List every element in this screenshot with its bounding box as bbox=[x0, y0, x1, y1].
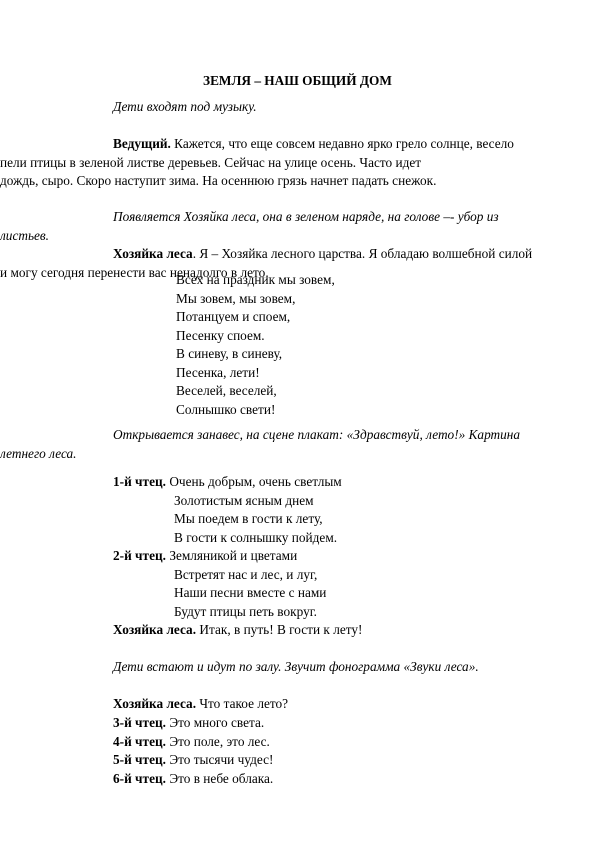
speaker-host: Ведущий. bbox=[113, 136, 171, 151]
host-paragraph bbox=[0, 135, 514, 191]
song-line: Песенку споем. bbox=[176, 327, 265, 343]
mistress-text-line: и могу сегодня перенести вас ненадолго в лето. bbox=[0, 264, 269, 280]
reader1-stanza bbox=[113, 473, 493, 492]
song-line: Солнышко свети! bbox=[176, 401, 276, 417]
dialog-line bbox=[113, 770, 493, 789]
reader1-verse bbox=[174, 492, 337, 548]
mistress-text-line: . Я – Хозяйка лесного царства. Я обладаю волшебной силой bbox=[192, 246, 533, 261]
host-text-line: Кажется, что еще совсем недавно ярко грело солнце, весело bbox=[174, 136, 514, 151]
speaker-reader-6: 6-й чтец. bbox=[113, 770, 166, 786]
remark-line: Открывается занавес, на сцене плакат: «Здравствуй, лето!» Картина bbox=[113, 427, 521, 442]
dialog-text: Это поле, это лес. bbox=[169, 733, 270, 749]
reader1-line: Очень добрым, очень светлым bbox=[169, 474, 342, 489]
dialog-line bbox=[113, 714, 493, 733]
reader1-line: Мы поедем в гости к лету, bbox=[174, 511, 323, 526]
reader2-line: Будут птицы петь вокруг. bbox=[174, 603, 317, 619]
mistress-text: Итак, в путь! В гости к лету! bbox=[199, 622, 363, 637]
remark-line: Дети встают и идут по залу. Звучит фонограмма «Звуки леса». bbox=[113, 659, 479, 674]
speaker-reader-4: 4-й чтец. bbox=[113, 733, 166, 749]
song-line: Потанцуем и споем, bbox=[176, 309, 291, 324]
song-line: Мы зовем, мы зовем, bbox=[176, 290, 296, 306]
remark-line: листьев. bbox=[0, 227, 49, 243]
dialog-line bbox=[113, 751, 493, 770]
song-verse bbox=[176, 271, 335, 419]
song-line: Веселей, веселей, bbox=[176, 383, 277, 398]
dialog-text: Это много света. bbox=[169, 715, 265, 730]
stage-direction-mistress bbox=[0, 208, 499, 245]
dialog-text: Это тысячи чудес! bbox=[169, 752, 274, 767]
speaker-reader-5: 5-й чтец. bbox=[113, 752, 166, 767]
mistress-line-2 bbox=[113, 621, 493, 640]
speaker-reader-3: 3-й чтец. bbox=[113, 715, 166, 730]
song-line: Всех на праздник мы зовем, bbox=[176, 272, 335, 287]
stage-direction-intro bbox=[113, 98, 493, 117]
reader2-verse bbox=[174, 566, 326, 622]
song-line: В синеву, в синеву, bbox=[176, 346, 283, 361]
dialog-block bbox=[113, 695, 493, 788]
reader1-line: Золотистым ясным днем bbox=[174, 492, 314, 508]
speaker-mistress: Хозяйка леса. bbox=[113, 696, 197, 711]
host-text-line: пели птицы в зеленой листве деревьев. Сейчас на улице осень. Часто идет bbox=[0, 154, 422, 170]
speaker-mistress: Хозяйка леса bbox=[113, 246, 193, 261]
intro-line: Дети входят под музыку. bbox=[113, 99, 257, 114]
document-title: ЗЕМЛЯ – НАШ ОБЩИЙ ДОМ bbox=[203, 73, 392, 88]
speaker-reader-2: 2-й чтец. bbox=[113, 548, 166, 563]
remark-line: летнего леса. bbox=[0, 445, 77, 461]
stage-direction-curtain bbox=[0, 426, 521, 463]
reader2-line: Земляникой и цветами bbox=[169, 548, 298, 563]
speaker-mistress: Хозяйка леса. bbox=[113, 622, 197, 637]
reader2-line: Наши песни вместе с нами bbox=[174, 585, 327, 600]
remark-line: Появляется Хозяйка леса, она в зеленом наряде, на голове –- убор из bbox=[113, 209, 499, 224]
reader1-line: В гости к солнышку пойдем. bbox=[174, 529, 338, 545]
reader2-line: Встретят нас и лес, и луг, bbox=[174, 566, 318, 582]
dialog-text: Что такое лето? bbox=[199, 696, 289, 711]
dialog-text: Это в небе облака. bbox=[169, 770, 274, 786]
dialog-line bbox=[113, 733, 493, 752]
host-text-line: дождь, сыро. Скоро наступит зима. На осеннюю грязь начнет падать снежок. bbox=[0, 173, 437, 188]
reader2-stanza bbox=[113, 547, 493, 566]
dialog-line bbox=[113, 695, 493, 714]
song-line: Песенка, лети! bbox=[176, 364, 260, 380]
speaker-reader-1: 1-й чтец. bbox=[113, 474, 166, 489]
stage-direction-walk bbox=[113, 658, 493, 677]
